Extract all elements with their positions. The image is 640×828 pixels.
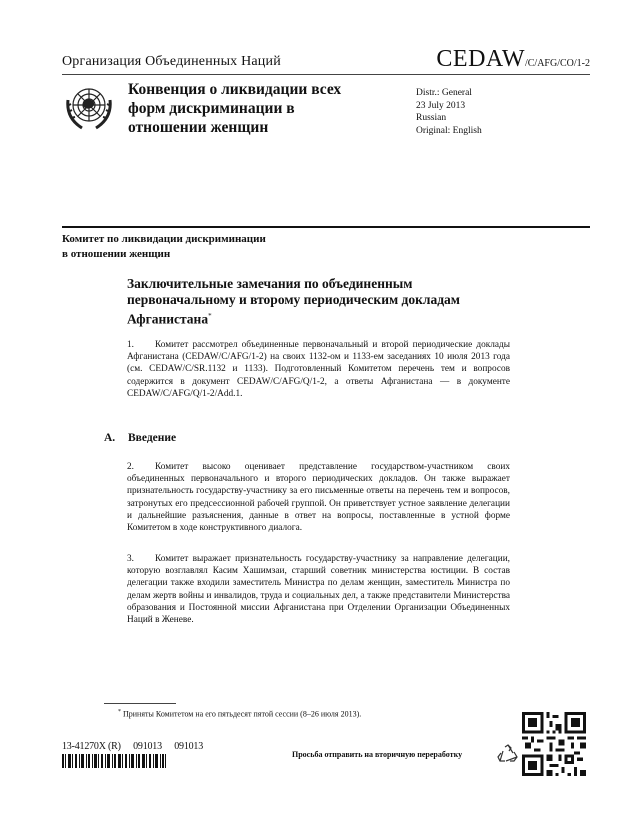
paragraph-2 — [127, 461, 510, 534]
section-heading — [104, 432, 176, 444]
paragraph-text: Комитет выражает признательность государству-участнику за направление делегации, которую возглавлял Касим Хашимзаи, старший советник министерства юстиции. В состав делегации также входили заместитель Министра по делам женщин, заместитель Министра по делам жертв войны и инвалидов, труда и социальных дел, а также представители Министерства образования и Постоянной миссии Афганистана при Отделении Организации Объединенных Наций в Женеве. — [127, 554, 510, 626]
footnote-text: Приняты Комитетом на его пятьдесят пятой сессии (8–26 июля 2013). — [123, 709, 362, 719]
recycle-text: Просьба отправить на вторичную переработку — [292, 750, 463, 759]
committee-line: Комитет по ликвидации дискриминации — [62, 233, 266, 245]
un-emblem-icon — [62, 80, 116, 134]
header-rule — [62, 74, 590, 75]
document-symbol — [436, 46, 590, 73]
distr-original: Original: English — [416, 125, 482, 136]
paragraph-3 — [127, 553, 510, 626]
paragraph-text: Комитет рассмотрел объединенные первоначальный и второй периодические доклады Афганистана (CEDAW/C/AFG/1-2) на своих 1132-ом и 1133-ем заседаниях 10 июля 2013 года (см. CEDAW/C/SR.1132 и 1133). Подготовленный Комитетом перечень тем и вопросов содержится в документ CEDAW/C/AFG/Q/1-2, а ответы Афганистана — в документе CEDAW/C/AFG/Q/1-2/Add.1. — [127, 340, 510, 399]
paragraph-1 — [127, 339, 510, 400]
footnote-rule — [104, 703, 176, 704]
barcode-icon — [62, 754, 166, 768]
title-line — [127, 308, 547, 328]
symbol-suffix: /C/AFG/CO/1-2 — [524, 58, 590, 69]
organization-name: Организация Объединенных Наций — [62, 54, 281, 69]
job-date-2: 091013 — [174, 741, 204, 752]
title-line-text: Афганистана — [127, 311, 209, 327]
recycle-icon — [497, 744, 519, 764]
job-number-line — [62, 741, 213, 752]
convention-title-line: форм дискриминации в — [128, 100, 295, 117]
distribution-block — [416, 87, 482, 137]
distr-status: Distr.: General — [416, 88, 472, 98]
committee-line: в отношении женщин — [62, 248, 171, 260]
footnote — [118, 709, 361, 719]
paragraph-text: Комитет высоко оценивает представление государством-участником своих объединенных первоначального и второго периодических докладов. Он также выражает признательность государству-участнику за его письменные ответы на перечень тем и вопросов, затронутых его предсессионной рабочей группой. Он приветствует устное заявление делегации и дальнейшие разъяснения, данные в ответ на вопросы, поставленные в устной форме Комитетом в ходе конструктивного диалога. — [127, 462, 510, 534]
title-line: первоначальному и второму периодическим докладам — [127, 292, 461, 307]
section-letter: A. — [104, 432, 116, 444]
convention-title — [128, 80, 398, 137]
distr-date: 23 July 2013 — [416, 100, 466, 111]
paragraph-number: 3. — [127, 554, 134, 564]
paragraph-number: 2. — [127, 462, 134, 472]
document-title — [127, 276, 547, 328]
distr-language: Russian — [416, 113, 447, 123]
convention-title-line: Конвенция о ликвидации всех — [128, 81, 342, 98]
committee-name — [62, 232, 266, 262]
paragraph-number: 1. — [127, 340, 134, 350]
section-rule — [62, 226, 590, 228]
job-number: 13-41270X (R) — [62, 741, 121, 752]
footnote-marker[interactable]: * — [208, 312, 212, 320]
section-title: Введение — [128, 432, 177, 444]
footnote-marker: * — [118, 709, 121, 715]
qr-code-icon — [522, 712, 586, 776]
convention-title-line: отношении женщин — [128, 119, 269, 136]
title-line: Заключительные замечания по объединенным — [127, 276, 413, 291]
symbol-main: CEDAW — [436, 46, 525, 72]
job-date-1: 091013 — [133, 741, 162, 752]
